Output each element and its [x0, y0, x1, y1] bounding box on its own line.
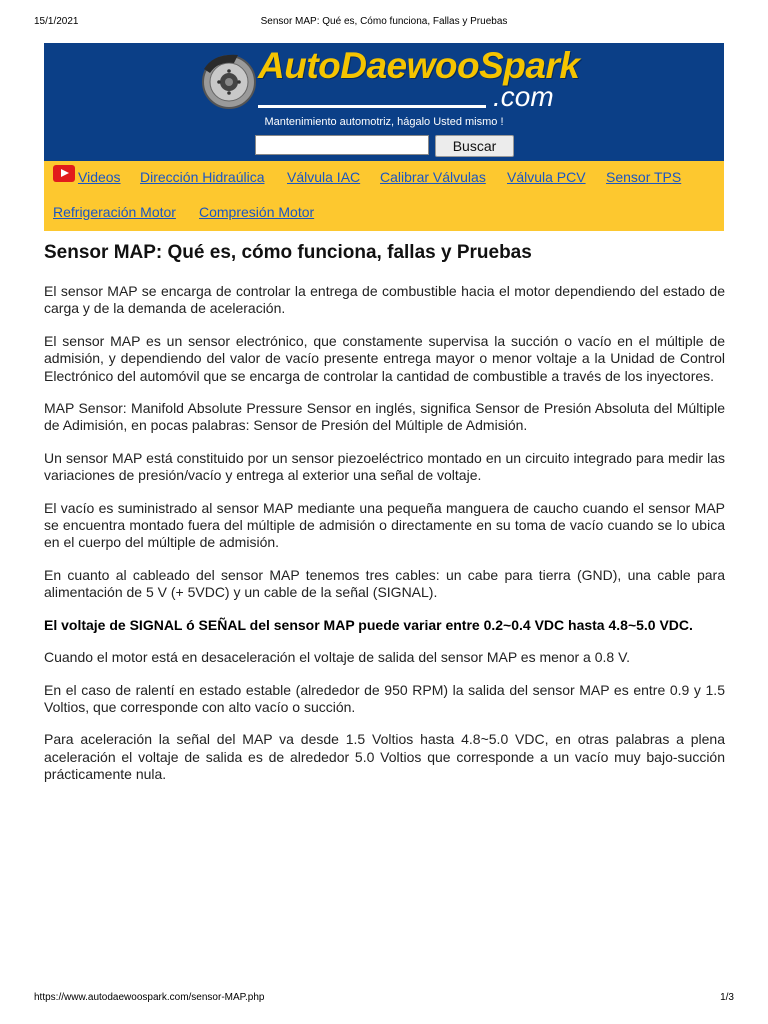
- article-paragraph: En el caso de ralentí en estado estable (alrededor de 950 RPM) la salida del sensor MAP es entre 0.9 y 1.5 Voltios, que corresponde con alto vacío o succión.: [44, 681, 725, 715]
- youtube-play-icon[interactable]: [53, 165, 75, 182]
- site-tagline: Mantenimiento automotriz, hágalo Usted mismo !: [264, 116, 504, 128]
- print-document-title: Sensor MAP: Qué es, Cómo funciona, Fallas y Pruebas: [260, 16, 508, 27]
- nav-link-videos[interactable]: Videos: [78, 169, 121, 185]
- nav-link-valvula-pcv[interactable]: Válvula PCV: [507, 169, 586, 185]
- site-banner: [44, 43, 724, 163]
- article-paragraph: El sensor MAP es un sensor electrónico, que constamente supervisa la succión o vacío en el múltiple de admisión, y dependiendo del valor de vacío presente entrega mayor o menor voltaje a la Unidad de Control Electrónico del automóvil que se encarga de controlar la cantidad de combustible a través de los inyectores.: [44, 332, 725, 384]
- nav-bar: [44, 161, 724, 231]
- print-url: https://www.autodaewoospark.com/sensor-MAP.php: [34, 992, 265, 1003]
- site-logo-text[interactable]: AutoDaewooSpark: [258, 45, 580, 86]
- article-paragraph: Cuando el motor está en desaceleración el voltaje de salida del sensor MAP es menor a 0.8 V.: [44, 649, 631, 666]
- article-paragraph: El vacío es suministrado al sensor MAP mediante una pequeña manguera de caucho cuando el sensor MAP se encuentra montado fuera del múltiple de admisión o directamente en su toma de vacío cuando se lo ubica en el cuerpo del múltiple de admisión.: [44, 499, 725, 551]
- nav-link-compresion-motor[interactable]: Compresión Motor: [199, 204, 315, 220]
- nav-link-calibrar-valvulas[interactable]: Calibrar Válvulas: [380, 169, 486, 185]
- article-highlight-paragraph: El voltaje de SIGNAL ó SEÑAL del sensor MAP puede variar entre 0.2~0.4 VDC hasta 4.8~5.0 VDC.: [44, 616, 693, 633]
- print-date: 15/1/2021: [34, 16, 79, 27]
- article-paragraph: MAP Sensor: Manifold Absolute Pressure Sensor en inglés, significa Sensor de Presión Absoluta del Múltiple de Adimisión, en pocas palabras: Sensor de Presión del Múltiple de Admisión.: [44, 400, 725, 434]
- page-indicator: 1/3: [720, 992, 734, 1003]
- article-paragraph: En cuanto al cableado del sensor MAP tenemos tres cables: un cabe para tierra (GND), una cable para alimentación de 5 V (+ 5VDC) y un cable de la señal (SIGNAL).: [44, 566, 725, 601]
- search-input[interactable]: [255, 135, 429, 155]
- page-title: Sensor MAP: Qué es, cómo funciona, fallas y Pruebas: [44, 242, 532, 263]
- nav-link-valvula-iac[interactable]: Válvula IAC: [287, 169, 361, 185]
- article-body: [44, 283, 725, 799]
- article-paragraph: Un sensor MAP está constituido por un sensor piezoeléctrico montado en un circuito integrado para medir las variaciones de presión/vacío y entrega al exterior una señal de voltaje.: [44, 449, 725, 484]
- brake-disc-icon: [198, 49, 260, 111]
- article-paragraph: Para aceleración la señal del MAP va desde 1.5 Voltios hasta 4.8~5.0 VDC, en otras palabras a plena aceleración el voltaje de salida es de alrededor 5.0 Voltios que corresponde a un vacío muy bajo-succión prácticamente nula.: [44, 731, 725, 783]
- nav-link-refrigeracion-motor[interactable]: Refrigeración Motor: [53, 204, 176, 220]
- logo-underline: [258, 105, 486, 108]
- site-logo-suffix: .com: [493, 81, 554, 112]
- article-paragraph: El sensor MAP se encarga de controlar la entrega de combustible hacia el motor dependiendo del estado de carga y de la demanda de aceleración.: [44, 283, 725, 317]
- search-button[interactable]: Buscar: [435, 135, 514, 157]
- nav-link-direccion-hidraulica[interactable]: Dirección Hidraúlica: [140, 169, 265, 185]
- nav-link-sensor-tps[interactable]: Sensor TPS: [606, 169, 682, 185]
